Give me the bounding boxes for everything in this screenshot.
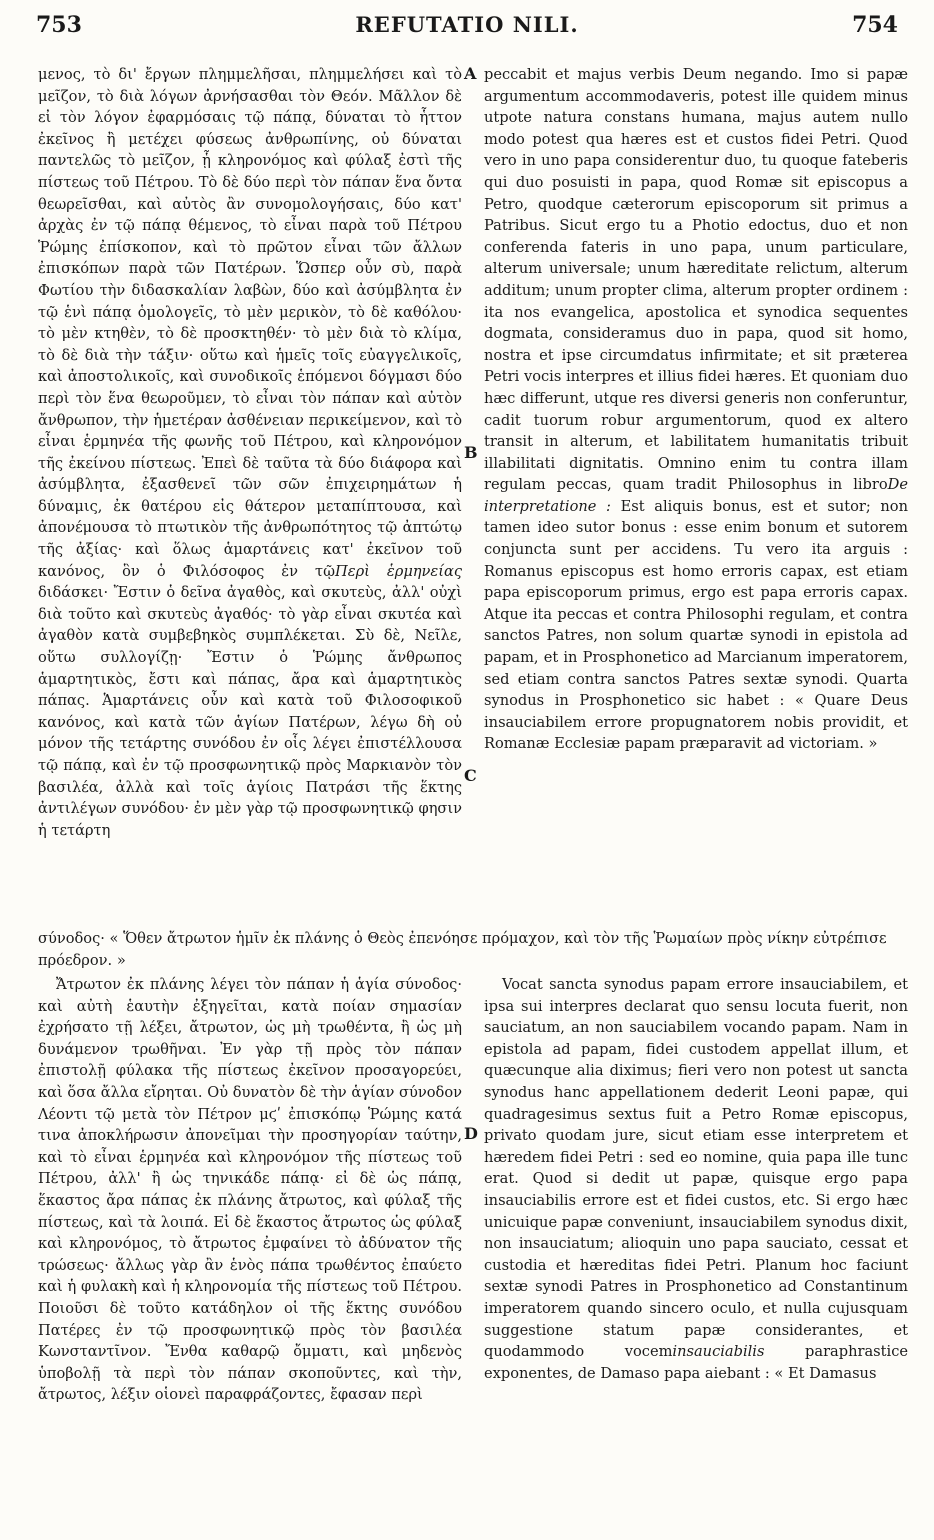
latin-column-top: [484, 64, 908, 755]
page-number-left: 753: [36, 12, 82, 38]
bridge-quote-text: σύνοδος· « Ὅθεν ἄτρωτον ἡμῖν ἐκ πλάνης ὁ Θεὸς ἐπενόησε πρόμαχον, καὶ τὸν τῆς Ῥωμαίων πρὸς νίκην εὐτρέπισε πρόεδρον. »: [38, 930, 887, 969]
section-marker-d: D: [464, 1124, 478, 1143]
bridge-quote: [38, 928, 908, 971]
greek-book-title: Περὶ ἑρμηνείας: [335, 562, 462, 580]
section-marker-c: C: [464, 766, 477, 785]
latin-book-title: De interpretatione :: [484, 476, 908, 515]
greek-column-bottom: [38, 974, 462, 1406]
section-marker-b: B: [464, 443, 478, 462]
latin-column-bottom: [484, 974, 908, 1384]
section-marker-a: A: [464, 64, 477, 83]
latin-paragraph-2: Vocat sancta synodus papam errore insauciabilem, et ipsa sui interpres declarat quo sensu locuta fuerit, non sauciatum, an non sauciabilem vocando papam. Nam in epistola ad papam, fidei custodem appellat illum, et quæcunque alia diximus; fieri vero non potest ut sancta synodus hanc appellationem dederit Leoni papæ, qui quadragesimus sextus fuit a Petro Romæ episcopus, privato quodam jure, sicut etiam esse interpretem et hæredem fidei Petri : sed eo nomine, quia papa ille tunc erat. Quod si dedit ut papæ, quisque ergo papa insauciabilis errore est et fidei custos, etc. Si ergo hæc unicuique papæ conveniunt, insauciabilem synodus dixit, non insauciatum; alioquin uno papa sauciato, cessat et custodia et hæreditas fidei Petri. Planum hoc faciunt sextæ synodi Patres in Prosphonetico ad Constantinum imperatorem quando sincero oculo, et nulla cujusquam suggestione statum papæ considerantes, et quodammodo voceminsauciabilis paraphrastice exponentes, de Damaso papa aiebant : « Et Damasus: [484, 976, 908, 1382]
page-header: [36, 6, 898, 46]
greek-paragraph-2: Ἄτρωτον ἐκ πλάνης λέγει τὸν πάπαν ἡ ἁγία σύνοδος· καὶ αὐτὴ ἑαυτὴν ἐξηγεῖται, κατὰ ποίαν σημασίαν ἐχρήσατο τῇ λέξει, ἄτρωτον, ὡς μὴ τρωθέντα, ἢ ὡς μὴ δυνάμενον τρωθῆναι. Ἐν γὰρ τῇ πρὸς τὸν πάπαν ἐπιστολῇ φύλακα τῆς πίστεως ἐκεῖνον προσαγορεύει, καὶ ὅσα ἄλλα εἴρηται. Οὐ δυνατὸν δὲ τὴν ἁγίαν σύνοδον Λέοντι τῷ μετὰ τὸν Πέτρον μϛʹ ἐπισκόπῳ Ῥώμης κατά τινα ἀποκλήρωσιν ἀπονεῖμαι τὴν προσηγορίαν ταύτην, καὶ τὸ εἶναι ἑρμηνέα καὶ κληρονόμον τῆς πίστεως τοῦ Πέτρου, ἀλλ' ἢ ὡς τηνικάδε πάπᾳ· εἰ δὲ ὡς πάπᾳ, ἕκαστος ἄρα πάπας ἐκ πλάνης ἄτρωτος, καὶ φύλαξ τῆς πίστεως, καὶ τὰ λοιπά. Εἰ δὲ ἕκαστος ἄτρωτος ὡς φύλαξ καὶ κληρονόμος, τὸ ἄτρωτος ἐμφαίνει τὸ ἀδύνατον τῆς τρώσεως· ἄλλως γὰρ ἂν ἑνὸς πάπα τρωθέντος ἐπαύετο καὶ ἡ φυλακὴ καὶ ἡ κληρονομία τῆς πίστεως τοῦ Πέτρου. Ποιοῦσι δὲ τοῦτο κατάδηλον οἱ τῆς ἕκτης συνόδου Πατέρες ἐν τῷ προσφωνητικῷ πρὸς τὸν βασιλέα Κωνσταντῖνον. Ἔνθα καθαρῷ ὄμματι, καὶ μηδενὸς ὑποβολῇ τὰ περὶ τὸν πάπαν σκοποῦντες, καὶ τὴν, ἄτρωτος, λέξιν οἱονεὶ παραφράζοντες, ἔφασαν περὶ: [38, 976, 462, 1404]
greek-paragraph-1: μενος, τὸ δι' ἔργων πλημμελῆσαι, πλημμελήσει καὶ τὸ μεῖζον, τὸ διὰ λόγων ἀρνήσασθαι τὸν Θεόν. Μᾶλλον δὲ εἰ τὸν λόγον ἐφαρμόσαις τῷ πάπᾳ, δύναται τὸ ἧττον ἐκεῖνος ἢ μετέχει φύσεως ἀνθρωπίνης, οὐ δύναται παντελῶς τὸ μεῖζον, ᾗ κληρονόμος καὶ φύλαξ ἐστὶ τῆς πίστεως τοῦ Πέτρου. Τὸ δὲ δύο περὶ τὸν πάπαν ἕνα ὄντα θεωρεῖσθαι, καὶ αὐτὸς ἂν συνομολογήσαις, δύο κατ' ἀρχὰς ἐν τῷ πάπᾳ θέμενος, τὸ εἶναι παρὰ τοῦ Πέτρου Ῥώμης ἐπίσκοπον, καὶ τὸ πρῶτον εἶναι τῶν ἄλλων ἐπισκόπων παρὰ τῶν Πατέρων. Ὥσπερ οὖν σὺ, παρὰ Φωτίου τὴν διδασκαλίαν λαβὼν, δύο καὶ ἀσύμβλητα ἐν τῷ ἑνὶ πάπᾳ ὁμολογεῖς, τὸ μὲν μερικὸν, τὸ δὲ καθόλου· τὸ μὲν κτηθὲν, τὸ δὲ προσκτηθέν· τὸ μὲν διὰ τὸ κλίμα, τὸ δὲ διὰ τὴν τάξιν· οὕτω καὶ ἡμεῖς τοῖς εὐαγγελικοῖς, καὶ ἀποστολικοῖς, καὶ συνοδικοῖς ἑπόμενοι δόγμασι δύο περὶ τὸν ἕνα θεωροῦμεν, τὸ εἶναι τὸν πάπαν καὶ αὐτὸν ἄνθρωπον, τὴν ἡμετέραν ἀσθένειαν περικείμενον, καὶ τὸ εἶναι ἑρμηνέα τῆς φωνῆς τοῦ Πέτρου, καὶ κληρονόμον τῆς ἐκείνου πίστεως. Ἐπεὶ δὲ ταῦτα τὰ δύο διάφορα καὶ ἀσύμβλητα, ἐξασθενεῖ τῶν σῶν ἐπιχειρημάτων ἡ δύναμις, ἐκ θατέρου εἰς θάτερον μεταπίπτουσα, καὶ ἀπονέμουσα τὸ πτωτικὸν τῆς ἀνθρωπότητος τῷ ἀπτώτῳ τῆς ἀξίας· καὶ ὅλως ἁμαρτάνεις κατ' ἐκεῖνον τοῦ κανόνος, ὃν ὁ Φιλόσοφος ἐν τῷΠερὶ ἑρμηνείας διδάσκει· Ἔστιν ὁ δεῖνα ἀγαθὸς, καὶ σκυτεὺς, ἀλλ' οὐχὶ διὰ τοῦτο καὶ σκυτεὺς ἀγαθός· τὸ γὰρ εἶναι σκυτέα καὶ ἀγαθὸν κατὰ συμβεβηκὸς συμπλέκεται. Σὺ δὲ, Νεῖλε, οὕτω συλλογίζῃ· Ἔστιν ὁ Ῥώμης ἄνθρωπος ἁμαρτητικὸς, ἔστι καὶ πάπας, ἄρα καὶ ἁμαρτητικὸς πάπας. Ἁμαρτάνεις οὖν καὶ κατὰ τοῦ Φιλοσοφικοῦ κανόνος, καὶ κατὰ τῶν ἁγίων Πατέρων, λέγω δὴ οὐ μόνον τῆς τετάρτης συνόδου ἐν οἷς λέγει ἐπιστέλλουσα τῷ πάπᾳ, καὶ ἐν τῷ προσφωνητικῷ πρὸς Μαρκιανὸν τὸν βασιλέα, ἀλλὰ καὶ τοῖς ἁγίοις Πατράσι τῆς ἕκτης ἀντιλέγων συνόδου· ἐν μὲν γὰρ τῷ προσφωνητικῷ φησιν ἡ τετάρτη: [38, 66, 462, 839]
greek-column-top: [38, 64, 462, 841]
running-title: REFUTATIO NILI.: [355, 12, 579, 37]
page-number-right: 754: [852, 12, 898, 38]
latin-emphasis-word: insauciabilis: [672, 1343, 765, 1361]
latin-paragraph-1: peccabit et majus verbis Deum negando. Imo si papæ argumentum accommodaveris, potest ille quidem minus utpote natura constans humana, majus autem nullo modo potest qua hæres est et custos fidei Petri. Quod vero in uno papa considerentur duo, tu quoque fateberis qui duo posuisti in papa, quod Romæ sit episcopus a Petro, quodque cæterorum episcoporum sit primus a Patribus. Sicut ergo tu a Photio edoctus, duo et non conferenda fateris in uno papa, unum particulare, alterum universale; unum hæreditate relictum, alterum additum; unum propter clima, alterum propter ordinem : ita nos evangelica, apostolica et synodica sequentes dogmata, consideramus duo in papa, quod sit homo, nostra et ipse circumdatus infirmitate; et sit præterea Petri vocis interpres et illius fidei hæres. Et quoniam duo hæc differunt, utque res diversi generis non conferuntur, cadit tuorum robur argumentorum, quod ex altero transit in alterum, et labilitatem humanitatis tribuit illabilitati dignitatis. Omnino enim tu contra illam regulam peccas, quam tradit Philosophus in libroDe interpretatione : Est aliquis bonus, est et sutor; non tamen ideo sutor bonus : esse enim bonum et sutorem conjuncta sunt per accidens. Tu vero ita arguis : Romanus episcopus est homo erroris capax, est etiam papa episcoporum primus, ergo est papa erroris capax. Atque ita peccas et contra Philosophi regulam, et contra sanctos Patres, non solum quartæ synodi in epistola ad papam, et in Prosphonetico ad Marcianum imperatorem, sed etiam contra sanctos Patres sextæ synodi. Quarta synodus in Prosphonetico sic habet : « Quare Deus insauciabilem errore propugnatorem nobis providit, et Romanæ Ecclesiæ papam præparavit ad victoriam. »: [484, 66, 908, 753]
